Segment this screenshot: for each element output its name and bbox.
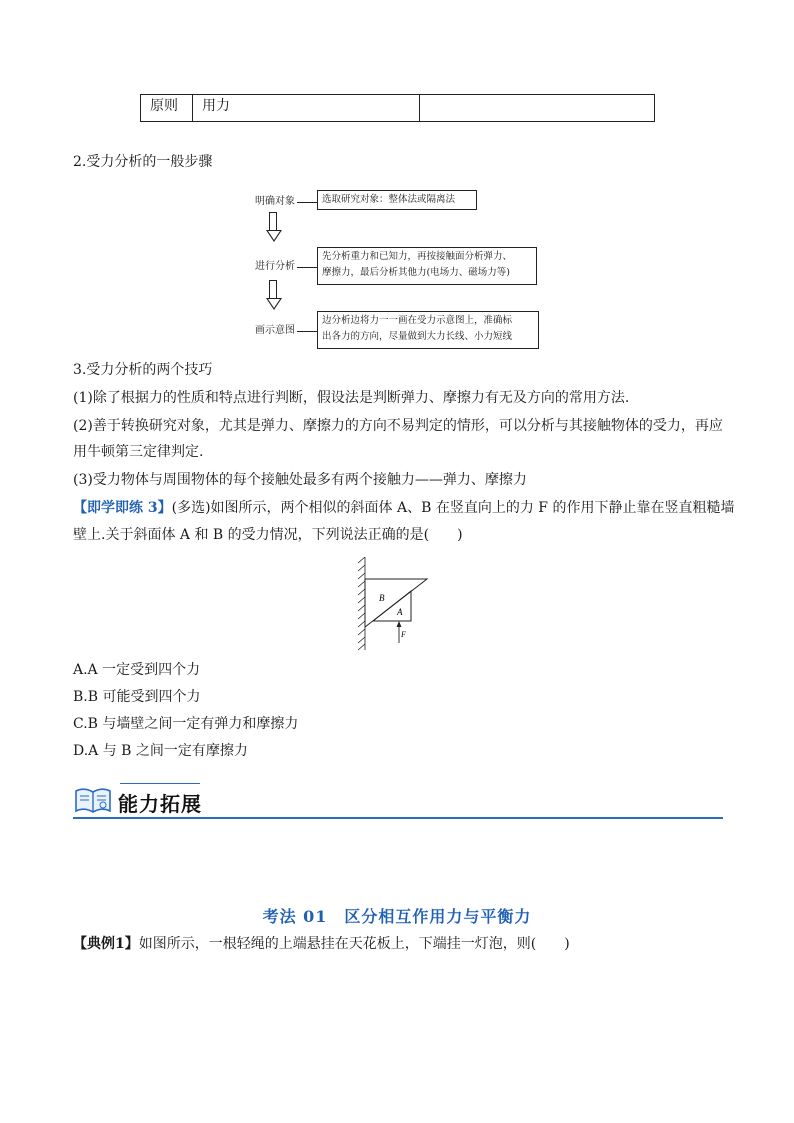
- wall-hatching: [358, 557, 365, 650]
- tip-2: (2)善于转换研究对象，尤其是弹力、摩擦力的方向不易判定的情形，可以分析与其接触物体的受力，再应: [73, 418, 723, 434]
- tip-1: (1)除了根据力的性质和特点进行判断，假设法是判断弹力、摩擦力有无及方向的常用方法.: [73, 390, 630, 406]
- flow-step-3-line-1: 边分析边将力一一画在受力示意图上，准确标: [322, 315, 513, 326]
- option-d: D.A 与 B 之间一定有摩擦力: [73, 743, 248, 759]
- section-top-rule: [120, 783, 200, 784]
- label-a: A: [397, 607, 403, 617]
- flow-step-1-label: 明确对象: [255, 196, 295, 207]
- tip-2-cont: 用牛顿第三定律判定.: [73, 444, 204, 460]
- down-arrow-icon: [267, 280, 281, 310]
- flow-step-1-line-1: 选取研究对象：整体法或隔离法: [322, 194, 456, 205]
- flow-step-1-box: [317, 190, 477, 210]
- book-icon: [74, 785, 112, 815]
- option-a: A.A 一定受到四个力: [73, 662, 201, 678]
- method-title: 考法 01 区分相互作用力与平衡力: [262, 907, 532, 926]
- example-tag: 【典例1】: [73, 936, 139, 952]
- steps-heading: 2.受力分析的一般步骤: [73, 154, 213, 170]
- section-rule: [73, 817, 723, 819]
- flow-step-3-label: 画示意图: [255, 325, 295, 336]
- tips-heading: 3.受力分析的两个技巧: [73, 362, 213, 378]
- section-title: 能力拓展: [118, 792, 202, 816]
- practice-tag: 【即学即练 3】: [73, 500, 172, 516]
- table-cell-force: 用力: [193, 95, 420, 121]
- connector-3: [297, 331, 317, 332]
- flow-step-3-line-2: 出各力的方向，尽量做到大力长线、小力短线: [322, 331, 513, 342]
- flow-step-2-box: [317, 247, 537, 285]
- table-cell-principle: 原则: [141, 95, 193, 121]
- flow-step-2-label: 进行分析: [255, 261, 295, 272]
- flow-step-3-box: [317, 311, 539, 349]
- principle-table: [140, 94, 655, 122]
- force-arrowhead: [397, 621, 402, 627]
- label-f: F: [401, 630, 406, 639]
- practice-question: [73, 498, 734, 518]
- flow-step-2-line-1: 先分析重力和已知力，再按接触面分析弹力、: [322, 251, 513, 262]
- connector-2: [297, 267, 317, 268]
- flowchart: [255, 186, 555, 356]
- tip-3: (3)受力物体与周围物体的每个接触处最多有两个接触力——弹力、摩擦力: [73, 472, 527, 488]
- table-cell-empty: [420, 95, 654, 121]
- example-text: 如图所示，一根轻绳的上端悬挂在天花板上，下端挂一灯泡，则( ): [138, 936, 570, 952]
- option-c: C.B 与墙壁之间一定有弹力和摩擦力: [73, 716, 299, 732]
- practice-line-1: (多选)如图所示，两个相似的斜面体 A、B 在竖直向上的力 F 的作用下静止靠在竖直粗糙墙: [171, 500, 735, 516]
- down-arrow-icon: [267, 212, 281, 242]
- example-question: [73, 934, 570, 954]
- label-b: B: [379, 593, 385, 603]
- option-b: B.B 可能受到四个力: [73, 689, 201, 705]
- flow-step-2-line-2: 摩擦力，最后分析其他力(电场力、磁场力等): [322, 267, 510, 278]
- connector-1: [297, 202, 317, 203]
- practice-line-2: 壁上.关于斜面体 A 和 B 的受力情况，下列说法正确的是( ): [73, 527, 463, 543]
- wedge-figure: [355, 555, 435, 653]
